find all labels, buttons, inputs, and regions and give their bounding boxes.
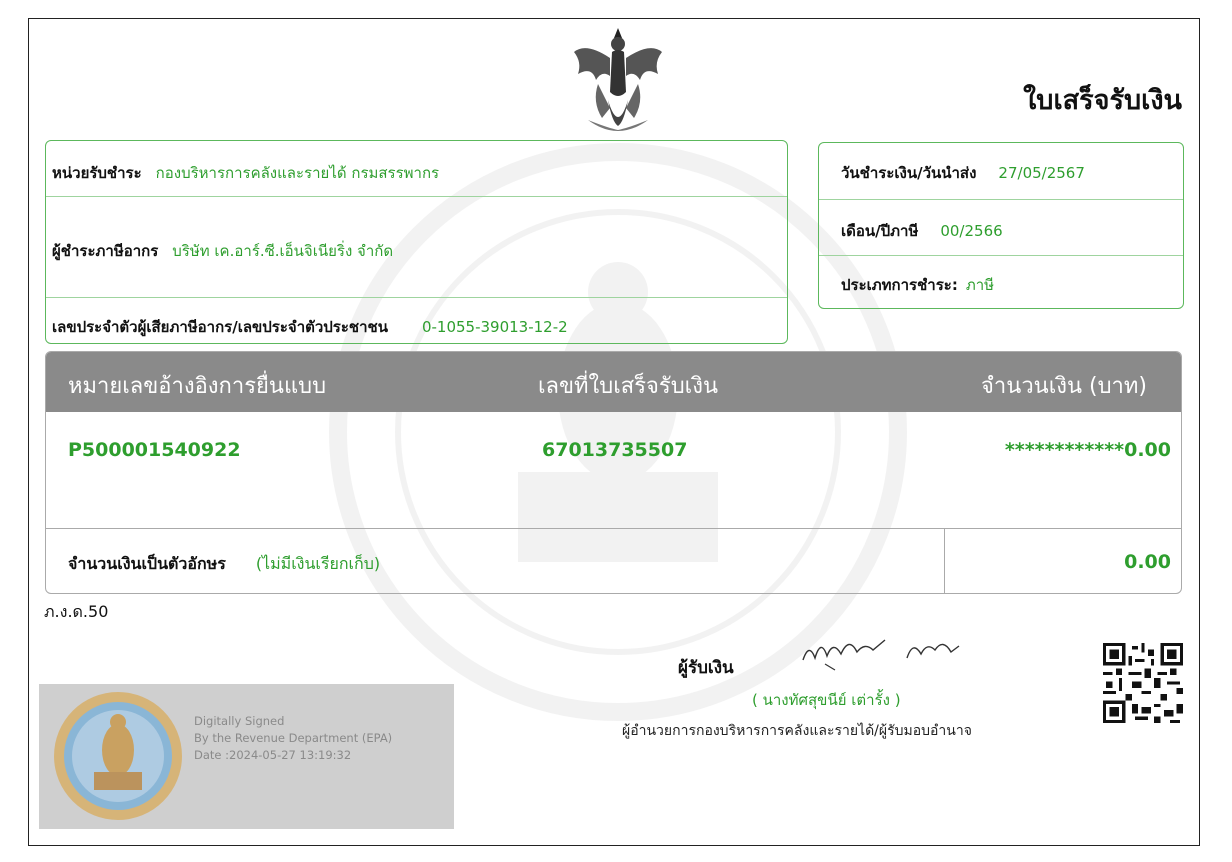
dsig-line-2: By the Revenue Department (EPA) bbox=[194, 731, 393, 745]
receipt-number: 67013735507 bbox=[542, 439, 688, 461]
table-header bbox=[46, 352, 1181, 412]
taxmonth-label: เดือน/ปีภาษี bbox=[841, 222, 919, 240]
taxpayer-label: ผู้ชำระภาษีอากร bbox=[52, 242, 159, 260]
revenue-department-seal-icon bbox=[50, 688, 186, 824]
form-code: ภ.ง.ด.50 bbox=[44, 602, 109, 621]
row-divider bbox=[46, 196, 787, 197]
paydate-value: 27/05/2567 bbox=[998, 164, 1085, 182]
table-col-divider bbox=[944, 528, 945, 593]
row-divider bbox=[819, 199, 1183, 200]
paytype-label: ประเภทการชำระ: bbox=[841, 276, 958, 294]
garuda-emblem-icon bbox=[568, 22, 668, 142]
qr-code bbox=[1103, 643, 1183, 723]
date-info-box bbox=[818, 142, 1184, 309]
dsig-line-3: Date :2024-05-27 13:19:32 bbox=[194, 748, 352, 762]
dsig-line-1: Digitally Signed bbox=[194, 714, 285, 728]
amount-value: ************0.00 bbox=[1004, 439, 1171, 461]
receipt-table bbox=[45, 351, 1182, 594]
receiver-name: ( นางทัศสุขนีย์ เต่ารั้ง ) bbox=[752, 691, 901, 709]
paydate-label: วันชำระเงิน/วันนำส่ง bbox=[841, 164, 977, 182]
total-amount: 0.00 bbox=[1124, 551, 1171, 573]
taxid-label: เลขประจำตัวผู้เสียภาษีอากร/เลขประจำตัวประชาชน bbox=[52, 318, 388, 336]
document-title: ใบเสร็จรับเงิน bbox=[1023, 85, 1182, 116]
payer-info-box bbox=[45, 140, 788, 344]
header-amount: จำนวนเงิน (บาท) bbox=[981, 374, 1147, 399]
table-divider bbox=[46, 528, 1181, 529]
row-divider bbox=[819, 255, 1183, 256]
digital-signature-block bbox=[39, 684, 454, 829]
receiver-position: ผู้อำนวยการกองบริหารการคลังและรายได้/ผู้รับมอบอำนาจ bbox=[622, 723, 972, 739]
taxmonth-value: 00/2566 bbox=[940, 222, 1003, 240]
taxid-value: 0-1055-39013-12-2 bbox=[421, 318, 568, 336]
paydate-row bbox=[841, 161, 1085, 185]
row-divider bbox=[46, 297, 787, 298]
handwritten-signature bbox=[795, 628, 965, 678]
taxpayer-row bbox=[52, 239, 393, 263]
payment-unit-row bbox=[52, 161, 439, 185]
header-reference: หมายเลขอ้างอิงการยื่นแบบ bbox=[68, 374, 327, 399]
amount-in-words-label: จำนวนเงินเป็นตัวอักษร bbox=[68, 554, 226, 573]
payment-unit-label: หน่วยรับชำระ bbox=[52, 164, 142, 182]
payment-unit-value: กองบริหารการคลังและรายได้ กรมสรรพากร bbox=[155, 164, 440, 182]
paytype-value: ภาษี bbox=[965, 276, 995, 294]
digital-signature-text bbox=[194, 713, 392, 764]
amount-in-words-value: (ไม่มีเงินเรียกเก็บ) bbox=[255, 554, 381, 573]
paytype-row bbox=[841, 273, 994, 297]
receiver-label: ผู้รับเงิน bbox=[678, 658, 734, 678]
taxpayer-value: บริษัท เค.อาร์.ซี.เอ็นจิเนียริ่ง จำกัด bbox=[172, 242, 394, 260]
header-receipt-no: เลขที่ใบเสร็จรับเงิน bbox=[538, 374, 718, 399]
reference-number: P500001540922 bbox=[68, 439, 241, 461]
taxmonth-row bbox=[841, 219, 1003, 243]
taxid-row bbox=[52, 315, 568, 339]
amount-in-words-row bbox=[68, 552, 380, 577]
